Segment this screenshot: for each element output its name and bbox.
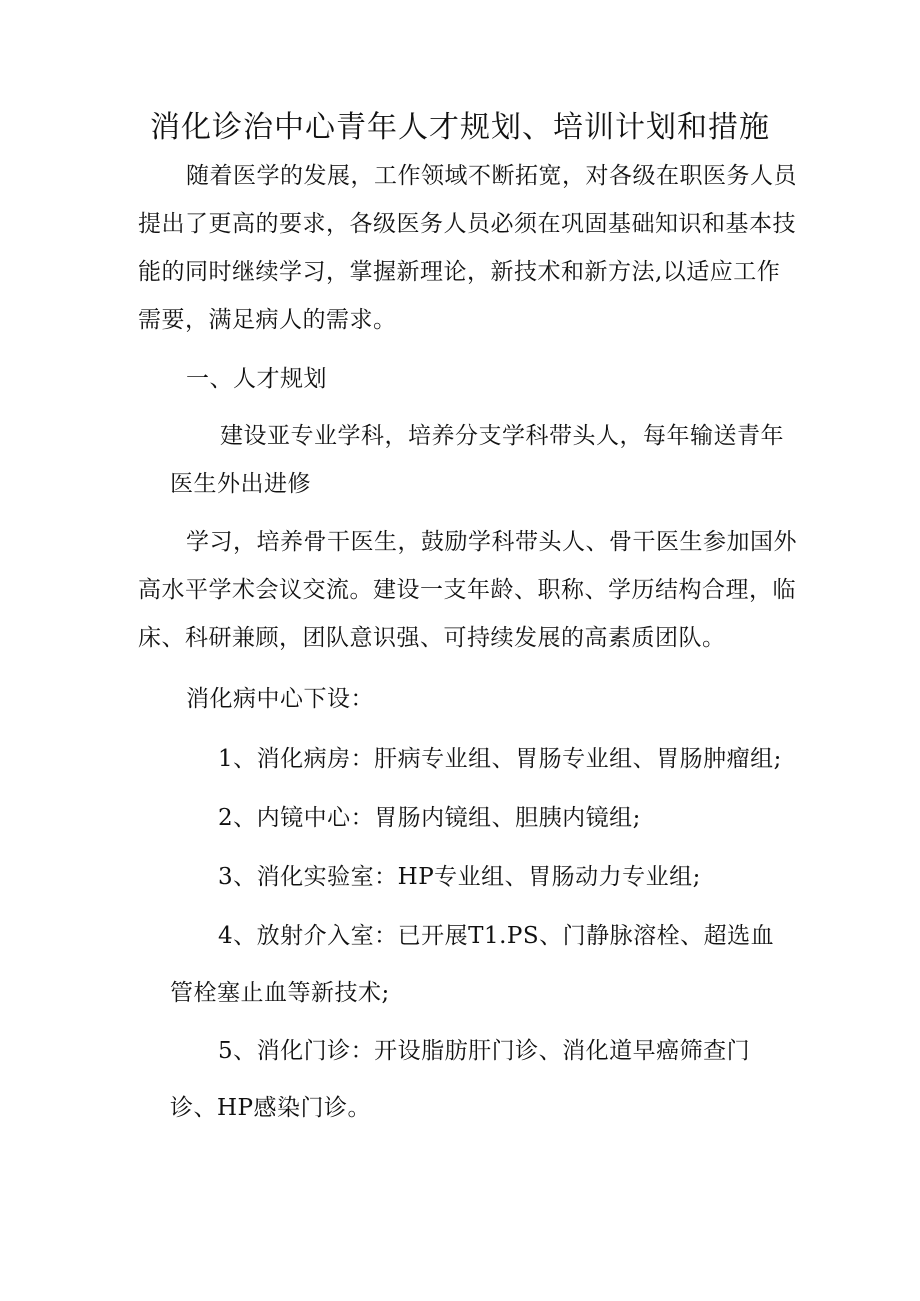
- list-item-laboratory: 3、消化实验室：HP专业组、胃肠动力专业组;: [218, 864, 701, 890]
- intro-line-1: 随着医学的发展，工作领域不断拓宽，对各级在职医务人员: [186, 163, 797, 189]
- plan-line-1: 建设亚专业学科，培养分支学科带头人，每年输送青年: [220, 423, 784, 449]
- intro-line-4: 需要，满足病人的需求。: [138, 307, 397, 333]
- list-item-clinic-line-2: 诊、HP感染门诊。: [170, 1095, 372, 1121]
- study-line-3: 床、科研兼顾，团队意识强、可持续发展的高素质团队。: [138, 625, 726, 651]
- plan-line-2: 医生外出进修: [170, 471, 311, 497]
- study-line-1: 学习，培养骨干医生，鼓励学科带头人、骨干医生参加国外: [186, 529, 797, 555]
- list-item-clinic-line-1: 5、消化门诊：开设脂肪肝门诊、消化道早癌筛查门: [218, 1038, 751, 1064]
- section-heading-talent-plan: 一、人才规划: [186, 366, 327, 392]
- study-line-2: 高水平学术会议交流。建设一支年龄、职称、学历结构合理，临: [138, 577, 796, 603]
- intro-line-2: 提出了更高的要求，各级医务人员必须在巩固基础知识和基本技: [138, 211, 796, 237]
- document-title: 消化诊治中心青年人才规划、培训计划和措施: [150, 110, 770, 145]
- list-item-radiology-line-1: 4、放射介入室：已开展T1.PS、门静脉溶栓、超选血: [218, 923, 775, 949]
- center-intro: 消化病中心下设：: [186, 686, 374, 712]
- list-item-endoscopy: 2、内镜中心：胃肠内镜组、胆胰内镜组;: [218, 805, 641, 831]
- list-item-ward: 1、消化病房：肝病专业组、胃肠专业组、胃肠肿瘤组;: [218, 746, 782, 772]
- list-item-radiology-line-2: 管栓塞止血等新技术;: [170, 980, 390, 1006]
- intro-line-3: 能的同时继续学习，掌握新理论，新技术和新方法,以适应工作: [138, 259, 781, 285]
